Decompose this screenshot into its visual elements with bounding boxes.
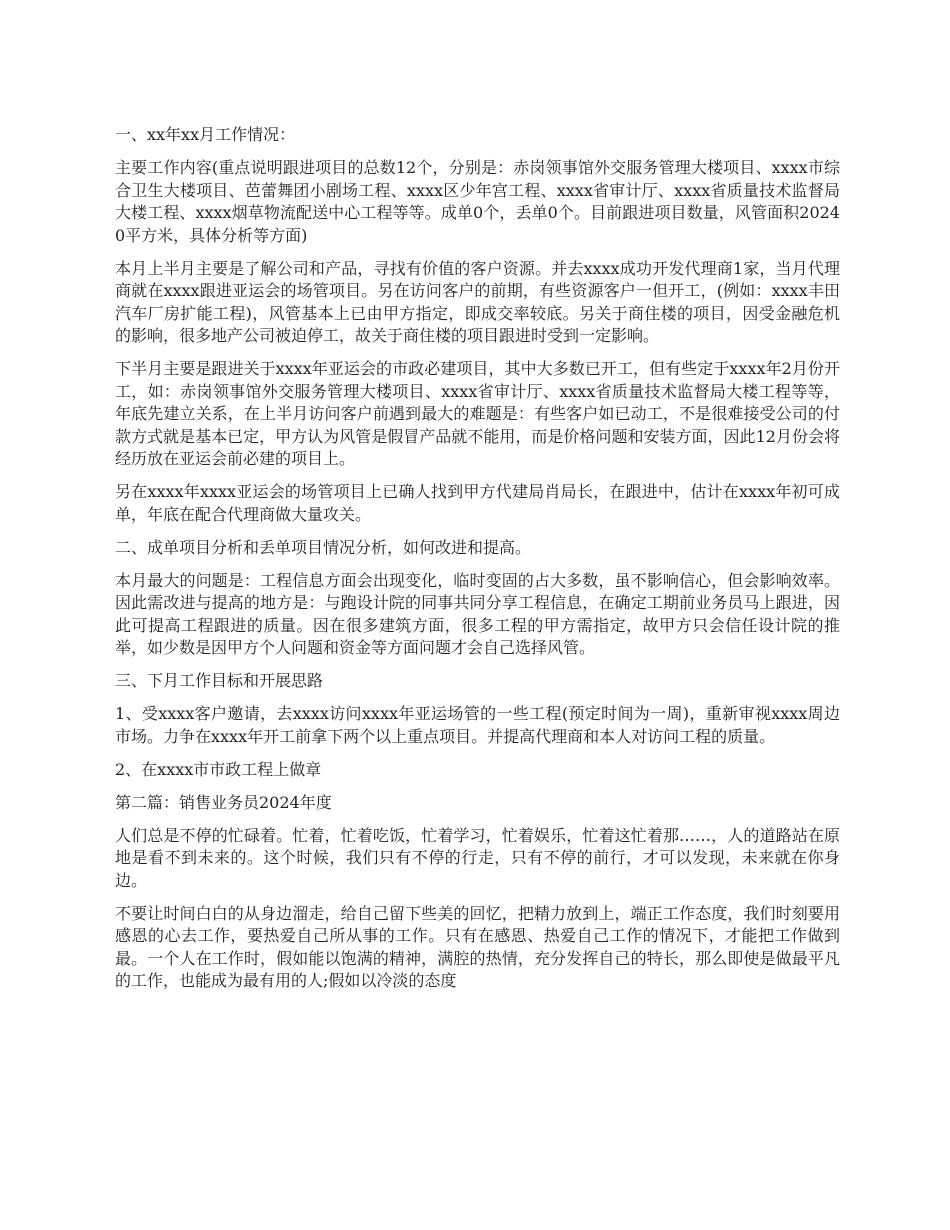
section-heading-3: 三、下月工作目标和开展思路	[115, 671, 324, 690]
section-heading-2: 二、成单项目分析和丢单项目情况分析，如何改进和提高。	[115, 537, 532, 557]
paragraph-busy-people: 人们总是不停的忙碌着。忙着，忙着吃饭，忙着学习，忙着娱乐，忙着这忙着那……，人的道路站在原地是看不到未来的。这个时候，我们只有不停的行走，只有不停的前行，才可以发现，未来就在你身边。	[115, 825, 840, 890]
paragraph-work-attitude: 不要让时间白白的从身边溜走，给自己留下些美的回忆，把精力放到上，端正工作态度，我们时刻要用感恩的心去工作，要热爱自己所从事的工作。只有在感恩、热爱自己工作的情况下，才能把工作做到最。一个人在工作时，假如能以饱满的精神，满腔的热情，充分发挥自己的特长，那么即使是做最平凡的工作，也能成为最有用的人;假如以冷淡的态度	[115, 903, 840, 990]
document-page	[115, 124, 840, 1003]
paragraph-biggest-problem: 本月最大的问题是：工程信息方面会出现变化，临时变固的占大多数，虽不影响信心，但会影响效率。因此需改进与提高的地方是：与跑设计院的同事共同分享工程信息，在确定工期前业务员马上跟进，因此可提高工程跟进的质量。因在很多建筑方面，很多工程的甲方需指定，故甲方只会信任设计院的推举，如少数是因甲方个人问题和资金等方面问题才会自己选择风管。	[115, 570, 840, 657]
paragraph-asian-games: 另在xxxx年xxxx亚运会的场管项目上已确人找到甲方代建局肖局长，在跟进中，估计在xxxx年初可成单，年底在配合代理商做大量攻关。	[115, 482, 840, 524]
part-two-heading: 第二篇：销售业务员2024年度	[115, 792, 332, 812]
section-heading-1: 一、xx年xx月工作情况：	[115, 125, 296, 144]
paragraph-goal-1: 1、受xxxx客户邀请，去xxxx访问xxxx年亚运场管的一些工程(预定时间为一周)，重新审视xxxx周边市场。力争在xxxx年开工前拿下两个以上重点项目。并提高代理商和本人对访问工程的质量。	[115, 704, 840, 746]
paragraph-goal-2: 2、在xxxx市市政工程上做章	[115, 759, 322, 779]
paragraph-first-half: 本月上半月主要是了解公司和产品，寻找有价值的客户资源。并去xxxx成功开发代理商1家，当月代理商就在xxxx跟进亚运会的场管项目。另在访问客户的前期，有些资源客户一但开工，(例如：xxxx丰田汽车厂房扩能工程)，风管基本上已由甲方指定，即成交率较底。另关于商住楼的项目，因受金融危机的影响，很多地产公司被迫停工，故关于商住楼的项目跟进时受到一定影响。	[115, 258, 840, 345]
paragraph-second-half: 下半月主要是跟进关于xxxx年亚运会的市政必建项目，其中大多数已开工，但有些定于xxxx年2月份开工，如：赤岗领事馆外交服务管理大楼项目、xxxx省审计厅、xxxx省质量技术监督局大楼工程等等，年底先建立关系，在上半月访问客户前遇到最大的难题是：有些客户如已动工，不是很难接受公司的付款方式就是基本已定，甲方认为风管是假冒产品就不能用，而是价格问题和安装方面，因此12月份会将经历放在亚运会前必建的项目上。	[115, 359, 840, 468]
paragraph-main-work: 主要工作内容(重点说明跟进项目的总数12个，分别是：赤岗领事馆外交服务管理大楼项目、xxxx市综合卫生大楼项目、芭蕾舞团小剧场工程、xxxx区少年宫工程、xxxx省审计厅、xxxx省质量技术监督局大楼工程、xxxx烟草物流配送中心工程等等。成单0个，丢单0个。目前跟进项目数量，风管面积20240平方米，具体分析等方面)	[115, 158, 840, 245]
